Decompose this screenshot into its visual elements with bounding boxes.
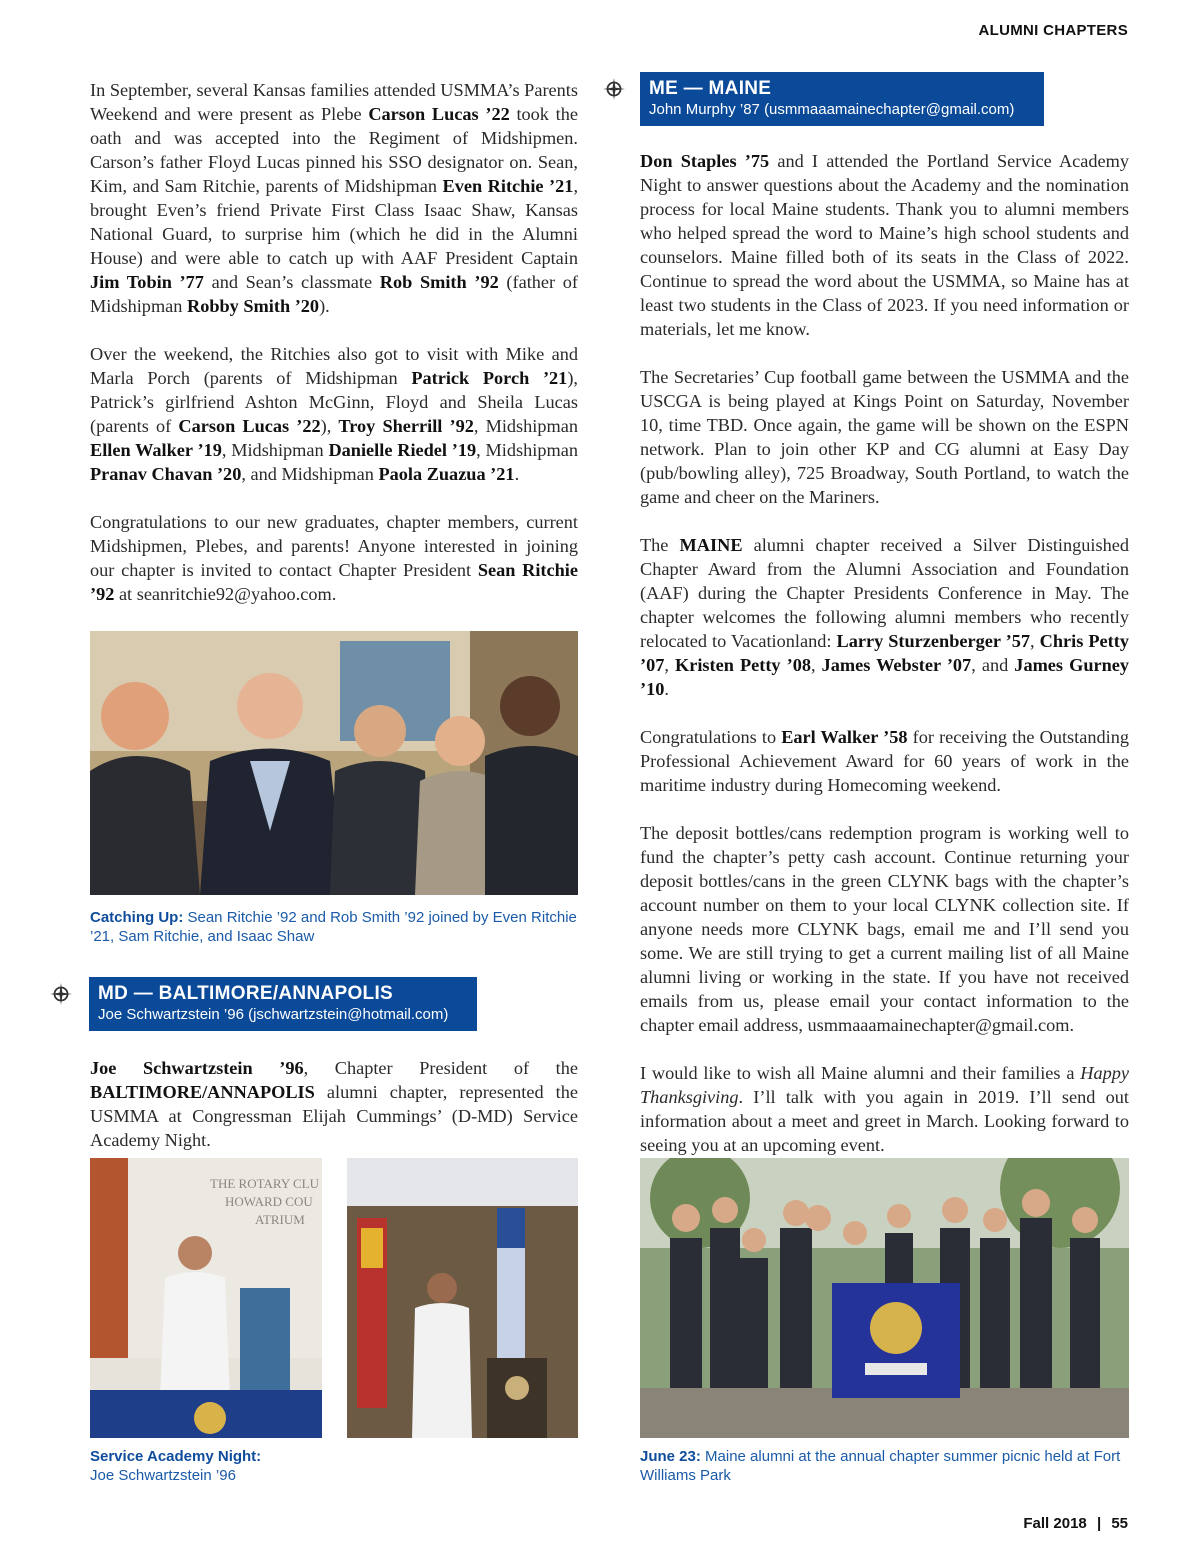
right-paragraph-1: Don Staples ’75 and I attended the Portland Service Academy Night to answer questions about the Academy and the nomination process for local Maine students. Thank you to alumni members who helped spread the word to Maine’s high school students and counselors. Maine filled both of its seats in the Class of 2022. Continue to spread the word about the USMMA, so Maine has at least two students in the Class of 2023. If you need information or materials, let me know. (640, 151, 1130, 339)
right-paragraph-5: The deposit bottles/cans redemption program is working well to fund the chapter’s petty cash account. Continue returning your deposit bottles/cans in the green CLYNK bags with the chapter’s account number on them to your local CLYNK collection site. If anyone needs more CLYNK bags, email me and I’ll send you some. We are still trying to get a current mailing list of all Maine alumni living or working in the state. If you have not received emails from us, please email your contact information to the chapter email address, usmmaaamainechapter@gmail.com. (640, 823, 1129, 1035)
bold-name: James Gurney ’10 (640, 655, 1130, 699)
right-paragraph-6: I would like to wish all Maine alumni and their families a Happy Thanksgiving. I’ll talk with you again in 2019. I’ll send out information about a meet and greet in March. Looking forward to seeing you at an upcoming event. (640, 1063, 1129, 1155)
bold-name: Joe Schwartzstein ’96 (90, 1058, 304, 1078)
photo-service-academy-2 (347, 1158, 578, 1438)
left-article-top (90, 78, 578, 606)
svg-text:ATRIUM: ATRIUM (255, 1212, 305, 1227)
bold-name: Chris Petty ’07 (640, 631, 1129, 675)
bold-name: Jim Tobin ’77 (90, 272, 204, 292)
footer-issue: Fall 2018 (1023, 1515, 1087, 1532)
caption-maine-picnic-lead: June 23: (640, 1448, 701, 1465)
bold-name: Paola Zuazua ’21 (378, 464, 515, 484)
left-paragraph-2: Over the weekend, the Ritchies also got to visit with Mike and Marla Porch (parents of Midshipman Patrick Porch ’21), Patrick’s girlfriend Ashton McGinn, Floyd and Sheila Lucas (parents of Carson Lucas ’22), Troy Sherrill ’92, Midshipman Ellen Walker ’19, Midshipman Danielle Riedel ’19, Midshipman Pranav Chavan ’20, and Midshipman Paola Zuazua ’21. (90, 344, 579, 484)
section-header: ALUMNI CHAPTERS (978, 22, 1128, 39)
caption-catching-up-lead: Catching Up: (90, 909, 184, 926)
page-footer (1023, 1515, 1128, 1532)
left-paragraph-4: Joe Schwartzstein ’96, Chapter President of the BALTIMORE/ANNAPOLIS alumni chapter, represented the USMMA at Congressman Elijah Cummings’ (D-MD) Service Academy Night. (90, 1058, 578, 1150)
bold-name: Danielle Riedel ’19 (328, 440, 477, 460)
bold-name: Carson Lucas ’22 (368, 104, 510, 124)
compass-rose-icon (603, 78, 625, 100)
chapter-box-me (640, 72, 1044, 126)
chapter-contact-md: Joe Schwartzstein ’96 (jschwartzstein@hotmail.com) (98, 1006, 449, 1023)
bold-name: Sean Ritchie ’92 (90, 560, 578, 604)
caption-maine-picnic-text: Maine alumni at the annual chapter summer picnic held at Fort Williams Park (640, 1448, 1121, 1484)
svg-text:THE ROTARY CLU: THE ROTARY CLU (210, 1176, 319, 1191)
compass-rose-icon (50, 983, 72, 1005)
bold-name: Carson Lucas ’22 (178, 416, 321, 436)
bold-name: Pranav Chavan ’20 (90, 464, 242, 484)
caption-service-academy-lead: Service Academy Night: (90, 1448, 262, 1465)
bold-name: Rob Smith ’92 (379, 272, 499, 292)
right-article (640, 149, 1129, 1157)
photo-catching-up (90, 631, 578, 895)
svg-text:HOWARD COU: HOWARD COU (225, 1194, 313, 1209)
chapter-title-me: ME — MAINE (649, 78, 772, 99)
italic-text: Happy Thanksgiving (640, 1063, 1129, 1107)
caption-maine-picnic (640, 1447, 1129, 1485)
caption-service-academy-text: Joe Schwartzstein ’96 (90, 1467, 236, 1484)
right-paragraph-2: The Secretaries’ Cup football game between the USMMA and the USCGA is being played at Kings Point on Saturday, November 10, time TBD. Once again, the game will be shown on the ESPN network. Plan to join other KP and CG alumni at Easy Day (pub/bowling alley), 725 Broadway, South Portland, to watch the game and cheer on the Mariners. (640, 367, 1129, 507)
footer-separator: | (1096, 1515, 1102, 1532)
bold-name: Even Ritchie ’21 (442, 176, 574, 196)
chapter-box-md (89, 977, 477, 1031)
chapter-contact-me: John Murphy ’87 (usmmaaamainechapter@gmail.com) (649, 101, 1015, 118)
bold-name: Larry Sturzenberger ’57 (836, 631, 1031, 651)
left-paragraph-3: Congratulations to our new graduates, chapter members, current Midshipmen, Plebes, and parents! Anyone interested in joining our chapter is invited to contact Chapter President Sean Ritchie ’92 at seanritchie92@yahoo.com. (90, 512, 578, 604)
right-paragraph-4: Congratulations to Earl Walker ’58 for receiving the Outstanding Professional Achievement Award for 60 years of work in the maritime industry during Homecoming weekend. (640, 727, 1129, 795)
bold-name: Robby Smith ’20 (187, 296, 320, 316)
caption-service-academy (90, 1447, 578, 1485)
footer-page-number: 55 (1111, 1515, 1128, 1532)
right-paragraph-3: The MAINE alumni chapter received a Silver Distinguished Chapter Award from the Alumni Association and Foundation (AAF) during the Chapter Presidents Conference in May. The chapter welcomes the following alumni members who recently relocated to Vacationland: Larry Sturzenberger ’57, Chris Petty ’07, Kristen Petty ’08, James Webster ’07, and James Gurney ’10. (640, 535, 1130, 699)
photo-maine-picnic (640, 1158, 1129, 1438)
left-article-md (90, 1056, 578, 1152)
caption-catching-up-text: Sean Ritchie ’92 and Rob Smith ’92 joined by Even Ritchie ’21, Sam Ritchie, and Isaac Shaw (90, 909, 577, 945)
photo-service-academy-1 (90, 1158, 322, 1438)
bold-name: James Webster ’07 (821, 655, 972, 675)
caption-catching-up (90, 908, 578, 946)
bold-name: BALTIMORE/ANNAPOLIS (90, 1082, 315, 1102)
bold-name: Kristen Petty ’08 (675, 655, 811, 675)
bold-name: Troy Sherrill ’92 (338, 416, 474, 436)
bold-name: Earl Walker ’58 (781, 727, 908, 747)
chapter-title-md: MD — BALTIMORE/ANNAPOLIS (98, 983, 394, 1004)
left-paragraph-1: In September, several Kansas families attended USMMA’s Parents Weekend and were present as Plebe Carson Lucas ’22 took the oath and was accepted into the Regiment of Midshipmen. Carson’s father Floyd Lucas pinned his SSO designator on. Sean, Kim, and Sam Ritchie, parents of Midshipman Even Ritchie ’21, brought Even’s friend Private First Class Isaac Shaw, Kansas National Guard, to surprise him (which he did in the Alumni House) and were able to catch up with AAF President Captain Jim Tobin ’77 and Sean’s classmate Rob Smith ’92 (father of Midshipman Robby Smith ’20). (90, 80, 579, 316)
bold-name: Don Staples ’75 (640, 151, 770, 171)
bold-name: Patrick Porch ’21 (411, 368, 568, 388)
bold-name: MAINE (679, 535, 743, 555)
bold-name: Ellen Walker ’19 (90, 440, 222, 460)
